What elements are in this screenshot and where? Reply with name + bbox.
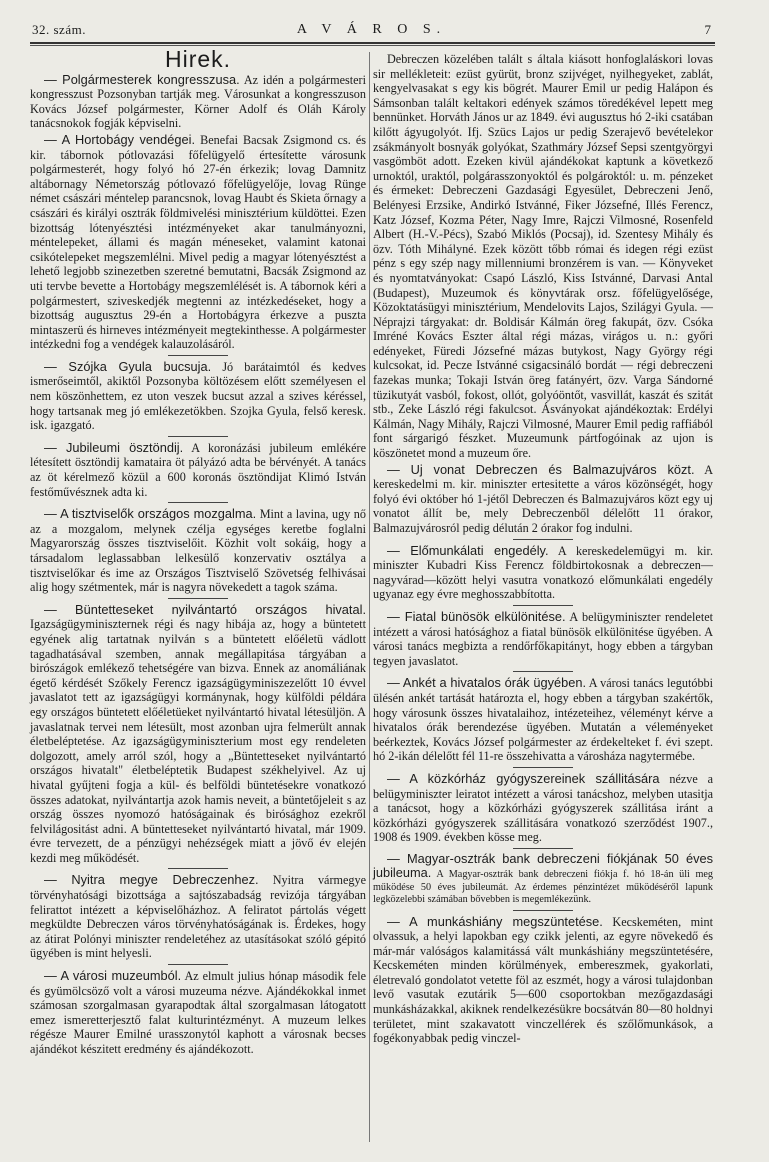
article-body: Az elmult julius hónap második fele és gyümölcsöző volt a városi muzeuma nézve. Ajándékokkal inmet számosan szorgalmasan gyarapodtak által szorgalmasan látogatott emez ismeretterjesztő falat kulturintézményt. A muzeum lelkes régésze Maurer Emilné urasszonytól kaphott a városnak becses ajándékot készitett eredmény és ajándékozott. (30, 969, 366, 1056)
article-body: Kecskeméten, mint olvassuk, a helyi lapokban egy czikk jelenti, az egyre növekedő és már-már valóságos kalamitássá vált munkáshiány megszüntetésére, Kecskeméten minden körülmények, embereszmek, gyakorlati, életrevaló gondolatot vetette föl az eszmét, hogy a városi tulajdonban levő vasutak ezutárik 5—600 csoportokban mezőgazdasági munkásházakkal, akiknek rendelkezésükre bocsátván 80—80 holdnyi területet, mint szakavatott vinczellérek és szőlőmunkások, a fogékonyabbak pedig vinczel- (373, 914, 714, 1046)
news-article (373, 915, 713, 1046)
article-separator (168, 436, 228, 437)
right-column (373, 52, 713, 1048)
article-separator (513, 767, 573, 768)
news-article (30, 133, 366, 352)
article-headline: — Fiatal bünösök elkülönitése. (387, 608, 566, 624)
news-article (30, 73, 366, 131)
article-headline: — Ankét a hivatalos órák ügyében. (387, 675, 587, 691)
article-body: nézve a belügyminiszter leiratot intézett a városi tanácshoz, melyben utasitja a tanácsot, hogy a közkórházi gyógyszerek szállitása iránt a közkórházi gyógyszerek szállitására vonatkozó szerződést 1907., 1908 és 1909. években kösse meg. (373, 771, 713, 845)
header-rule-thin (30, 45, 715, 46)
article-headline: — A Hortobágy vendégei. (44, 131, 196, 147)
newspaper-title: A V Á R O S. (296, 22, 447, 37)
article-body: Az idén a polgármesteri kongresszust Pozsonyban tartják meg. Városunkat a kongresszuson Kovács József polgármester, Körner Adolf és Oláh Károly tanácsnokok fogják képviselni. (30, 72, 366, 131)
news-article (30, 441, 366, 499)
article-body: A koronázási jubileum emlékére létesített ösztöndij kamataira öt pályázó adta be bérvényét. A tanács az öt kérelmező közül a 600 koronás ösztöndijat Klimó István festőművésznek adta ki. (30, 440, 367, 499)
article-body: Jó barátaimtól és kedves ismerőseimtől, akiktől Pozsonyba költözésem előtt személyesen el nem köszönhettem, ez uton veszek bucsut azzal a szives kéréssel, hogy tartsanak meg jó emlékezetökben. Szojka Gyula, felső keresk. isk. igazgató. (30, 359, 366, 433)
article-body: Benefai Bacsak Zsigmond cs. és kir. tábornok pótlovazási főfelügyelő értesítette városunk polgármesterét, hogy folyó hó 27-én érkezik; lovag Damnitz altábornagy Németország pótlovazó főfelügyelője, lovag Rünge német császári méntelep parancsnok, lovag Haubt és Skieta őrnagy a császári és királyi osztrák földmivelési minisztérium küldöttei. Ezen bizottság lótenyésztési intézményeket akar tanulmányozni, méntelepeket, állami és magán méneseket, valamint katonai csikótelepeket megszemlélni. Mivel pedig a magyar lótenyésztést a lehető legjobb szinezetben szeretné bemutatni, Bacsák Zsigmond az uti tervbe bevette a Hortobágy megszemlélését is. A tábornok kéri a polgármestert, sziveskedjék megtenni az intézkedéseket, hogy a bizottság augusztus 29-én a Hortobágyra érkezve a puszta mintaszerü és hirneves intézményeit megtekinthesse. A polgármester intézkedni fog a vendégek kalauzolásáról. (30, 132, 366, 352)
article-headline: — Uj vonat Debreczen és Balmazujváros közt. (387, 461, 695, 477)
news-article (373, 463, 713, 536)
news-article (30, 360, 366, 433)
article-separator (513, 910, 573, 911)
article-headline: — A városi muzeumból. (44, 968, 182, 984)
article-body: A Magyar-osztrák bank debreczeni fiókja f. hó 18-án üli meg működése 50 éves jubileumát. Az érdemes pénzintézet működéséről lapunk legközelebbi számában bővebben is megemlékezünk. (373, 869, 713, 906)
news-article (373, 52, 713, 461)
article-body: A kereskedelemügyi m. kir. miniszter Kubadri Kiss Ferencz földbirtokosnak a debreczen—nagyvárad—között helyi vasutra vonatkozó előmunkálati engedély ugyanaz egy évre meghosszabbította. (373, 543, 713, 602)
article-headline: — A munkáshiány megszüntetése. (387, 913, 603, 929)
article-separator (513, 848, 573, 849)
article-headline: — Nyitra megye Debreczenhez. (44, 872, 259, 888)
article-headline: — Szójka Gyula bucsuja. (44, 358, 212, 374)
news-article (373, 772, 713, 845)
article-headline: — A közkórház gyógyszereinek szállitására (387, 770, 660, 786)
article-headline: — Magyar-osztrák bank debreczeni fiókjának 50 éves jubileuma. (373, 850, 713, 881)
article-headline: — Előmunkálati engedély. (387, 542, 549, 558)
article-separator (168, 598, 228, 599)
left-column (30, 46, 367, 1059)
section-title: Hirek. (164, 46, 232, 72)
article-separator (168, 502, 228, 503)
article-headline: — Jubileumi ösztöndij. (44, 439, 184, 455)
news-article (373, 676, 713, 764)
page-number: 7 (704, 22, 711, 37)
article-separator (168, 868, 228, 869)
article-body: A városi tanács legutóbbi ülésén ankét tartását határozta el, hogy ebben a tárgyban szakértők, hogy városunk összes hivatalaihoz, intézeteihez, véleményt kérve a hivatalos órák berendezése ügyében. Mutatán a véleményeket beérkeztek, Kovács József polgármester az érdekelteket f. évi szept. hó 2-ikán délelőtt fél 11-re összehivatta a városháza nagytermébe. (373, 676, 714, 764)
article-headline: — A tisztviselők országos mozgalma. (44, 506, 257, 522)
news-article (373, 610, 713, 668)
news-article (373, 850, 713, 907)
article-separator (168, 355, 228, 356)
header-rule (30, 42, 715, 44)
news-article (30, 969, 366, 1057)
article-body: Mint a lavina, ugy nő az a mozgalom, melynek czélja egységes keretbe foglalni Magyarország összes tisztviselőit. Közhit volt sokáig, hogy a társadalom leglassabban lelkesülő konzervativ osztálya a tisztviselőkar és ime az Országos Tisztviselő Szövetség felhivásai alig hogy szétmentek, már is nagyra növekedett a tagok száma. (30, 507, 366, 595)
news-article (30, 603, 366, 866)
column-divider (369, 52, 370, 1142)
article-body: Igazságügyminiszternek régi és nagy hibája az, hogy a büntetett egyének alig tartatnak nyilván s a büntetett előéletü vádlott tagadhatásával szemben, annak megállapitása tárgyában a birószágok emlékező tehetségére van bizva. Ennek az anomáliának égető kérdését Szőkely Ferencz igazságügyminiszezelőtt 10 évvel javaslatot tett az igazságügyi kormánynak, hogy külföldi példára egy országos büntetett előéletüeket nyilvántartó hivatal létesüljön. A javaslatnak tervei nem létesült, most azonban ujra felmerült annak életbeléptetése. Az igazságügyminiszterium most egy rendeleten dolgozott, amely arról szól, hogy a „Büntetteseket nyilvántartó országos hivatalt" életbeléptetik Budapest székhelyivel. Az uj hivatal gyűjteni fogja a kül- és belföldi büntetésekre vonatkozó összes adatokat, nyilvántartja azok hamis neveit, a büntetőjeleit s az ország összes nyomozó hatóságainak és birósághoz ezekről felvilágositást adni. A büntetteseket nyilvántartó hivatal, már 1909. évre tervezett, de a pénzügyi nehézségek miatt a jövő év elején kezdi meg működését. (30, 617, 366, 865)
article-separator (513, 671, 573, 672)
article-separator (513, 539, 573, 540)
news-article (30, 507, 366, 595)
article-body: Debreczen közelében talált s általa kiásott honfoglaláskori lovas sir mellékleteit: ezüst gyürüt, bronz szijvéget, nyilhegyeket, zablát, kengyelvasakat s egy kis bögrét. Maurer Emil ur pedig Halápon és Sámsonban talált keltakori edények számos töredékével lepett meg bennünket. Horváth János ur az 1849. évi augusztus hó 2-iki csatában kilőtt ágyugolyót. Ifj. Szücs Lajos ur pedig Szerajevő bevételekor zsákmányolt bosnyák golyókat, Szathmáry József Sepsi szentgyörgyi vasgömböt adott. Ezeken kivül ajándékokat kaptunk a következő urnoktól, uraktól, polgárasszonyoktól és polgároktól: u. m. pénzeket és érmeket: Debreczeni Gazdasági Egyesület, Debreczeni Jenő, Belényesi Erzsike, Andirkó Istvánné, Fiker Józsefné, Illés Ferencz, Katz József, Kozma Péter, Nagy Imre, Rajczi Vilmosné, Rosenfeld Albert (H.-V.-Pécs), Szabó Miklós (Pocsaj), id. Szentesy Mihály és özv. Tóth Mihályné. Ezek között tőbb római és idegen régi ezüst pénz s egy szép nagy millenniumi bronzérem is van. — Könyveket és nyomtatványokat: Csapó László, Kiss Istvánné, Darvasi Antal (Budapest), Muzeumok és könyvtárak orsz. főfelügyelősége, Közoktatásügyi minisztérium, Mendelovits Lajos, Szilágyi Gyula. — Néprajzi tárgyakat: dr. Boldisár Kálmán öreg fakupát, özv. Csóka Imréné Kovács Eszter által régi mázas, virágos u. n.: győri edényeket, Füredi Józsefné mázas butykost, Nagy György régi kulcsokat, id. Pecze Istvánné csigacsináló bordát — régi debreczeni fazekas munka; Tokaji István öreg fatányért, özv. Varga Sándorné tüzikutyát vasból, fokost, ollót, golyóöntőt, vasvillát, kaszát és szitát stb., Zeke László régi fakulcsot. Ásványokat ajándékoztak: Erdélyi Kálmán, Nagy Mihály, Rajczi Vilmosné, Maurer Emil pedig raffiából font sárgarigó fészket. Muzeumunk pártfogóinak az ujon is köszönetet mond a muzeum őre. (373, 52, 713, 461)
article-separator (513, 605, 573, 606)
article-headline: — Büntetteseket nyilvántartó országos hivatal. (44, 601, 366, 617)
article-body: A kereskedelmi m. kir. miniszter ertesitette a város közönségét, hogy folyó évi október hó 1-jétől Debreczen és Balmazujváros közt egy uj vonatot állít be, mely Debreczenből délelőtt 11 órakor, Balmazujvárosról pedig délután 2 órakor fog indulni. (373, 462, 713, 535)
news-article (373, 544, 713, 602)
news-article (30, 873, 366, 961)
article-separator (168, 964, 228, 965)
article-body: Nyitra vármegye törvényhatósági bizottsága a sajtószabadság revizója tárgyában felirattot intézett a képviselőházhoz. A feliratot pártolás végett megküldte Debreczen város törvényhatóságának is. Érdekes, hogy az átirat Polónyi miniszter rendeletéhez az utasításokat szóló gépitó ügyében is mint helyesli. (30, 873, 367, 961)
article-body: A belügyminiszter rendeletet intézett a városi hatósághoz a fiatal bünösök elkülönitése ügyében. A városi tanács megbizta a rendőrfőkapitányt, hogy ebben a tárgyban tegyen javaslatot. (373, 609, 714, 668)
article-headline: — Polgármesterek kongresszusa. (44, 71, 240, 87)
issue-number: 32. szám. (32, 22, 86, 37)
page-header (32, 22, 711, 44)
